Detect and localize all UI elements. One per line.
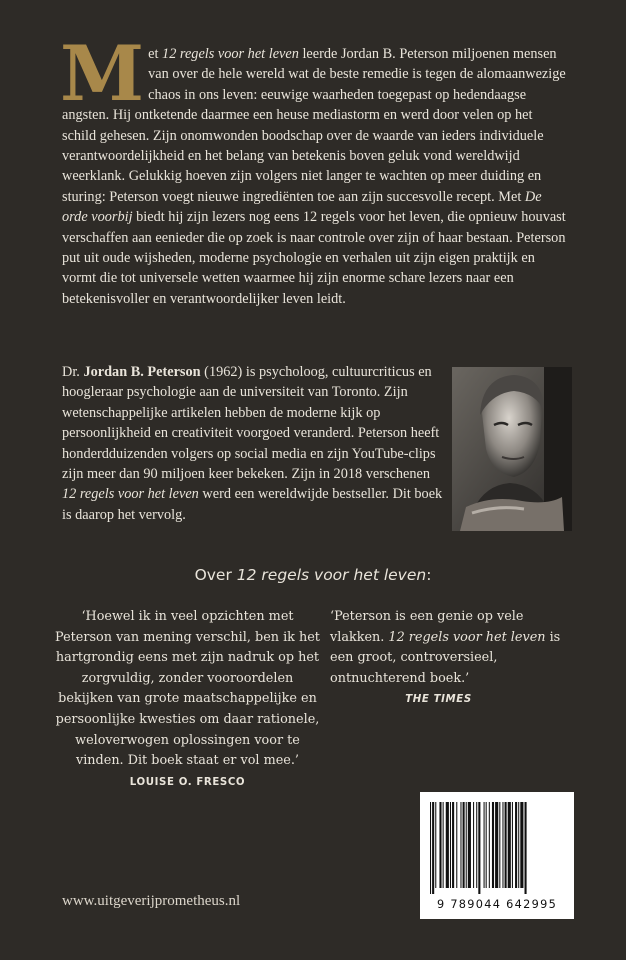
blurb-segment: et	[148, 46, 163, 62]
quote-text: ‘Hoewel ik in veel opzichten met Peterson van mening verschil, ben ik het hartgrondig eens met zijn nadruk op het zorgvuldig, zonder vooroordelen bekijken van grote maatschappelijke en persoonlijke kwesties om daar rationele, weloverwogen oplossingen voor te vinden. Dit boek staat er vol mee.’	[55, 609, 320, 769]
review-quote	[55, 607, 320, 793]
reviews-heading	[0, 566, 626, 584]
quote-source: LOUISE O. FRESCO	[129, 776, 246, 788]
author-bio	[62, 362, 444, 525]
isbn-barcode	[420, 792, 574, 919]
barcode-bars	[420, 792, 574, 902]
reviews-heading-suffix: :	[426, 566, 432, 584]
author-name: Jordan B. Peterson	[83, 364, 201, 380]
quote-text-part: is een groot, controversieel, ontnuchterend boek.’	[330, 629, 561, 686]
reviews-heading-prefix: Over	[194, 566, 237, 584]
bio-text: werd een wereldwijde bestseller. Dit boek is daarop het vervolg.	[62, 486, 443, 523]
quote-text-part: ‘Peterson is een genie op vele vlakken.	[330, 609, 524, 645]
author-photo	[452, 367, 572, 531]
publisher-website[interactable]: www.uitgeverijprometheus.nl	[62, 893, 241, 909]
reviews-heading-title: 12 regels voor het leven	[236, 566, 427, 584]
review-quote	[330, 607, 577, 711]
isbn-number: 9 789044 642995	[436, 898, 558, 911]
blurb-book-title: De orde voorbij	[62, 188, 542, 226]
bio-prefix: Dr.	[62, 364, 84, 380]
bio-text: (1962) is psycholoog, cultuurcriticus en hoogleraar psychologie aan de universiteit van Toronto. Zijn wetenschappelijke artikelen hebben de moderne kijk op persoonlijkheid en creativiteit voorgoed veranderd. Peterson heeft honderdduizenden volgers op social media en zijn YouTube-clips zijn meer dan 90 miljoen keer bekeken. Zijn in 2018 verschenen	[62, 364, 440, 483]
blurb	[60, 29, 570, 309]
blurb-book-title: 12 regels voor het leven	[162, 46, 299, 62]
blurb-segment: biedt hij zijn lezers nog eens 12 regels voor het leven, die opnieuw houvast verschaffen aan eenieder die op zoek is naar controle over zijn of haar bestaan. Peterson put uit oude wijsheden, moderne psychologie en verhalen uit zijn eigen praktijk en vormt die tot universele wetten waarmee hij zijn enorme schare lezers naar een betekenisvoller en verantwoordelijker leven leidt.	[62, 209, 566, 307]
quote-text	[330, 607, 577, 689]
drop-cap: M	[60, 29, 145, 118]
quote-source: THE TIMES	[405, 694, 472, 706]
bio-book-title: 12 regels voor het leven	[62, 486, 199, 503]
quote-book-title: 12 regels voor het leven	[388, 629, 546, 645]
blurb-segment: leerde Jordan B. Peterson miljoenen mensen van over de hele wereld wat de beste remedie is tegen de alomaanwezige chaos in ons leven: eeuwige waarheden toegepast op hedendaagse angsten. Hij ontketende daarmee een heuse mediastorm en werd door velen op het schild gehesen. Zijn onomwonden boodschap over de waarde van ieders individuele verantwoordelijkheid en het belang van betekenis boven geluk vond wereldwijd weerklank. Gelukkig hoeven zijn volgers niet langer te wachten op meer duiding en sturing: Peterson voegt nieuwe ingrediënten toe aan zijn succesvolle recept. Met	[62, 46, 566, 205]
